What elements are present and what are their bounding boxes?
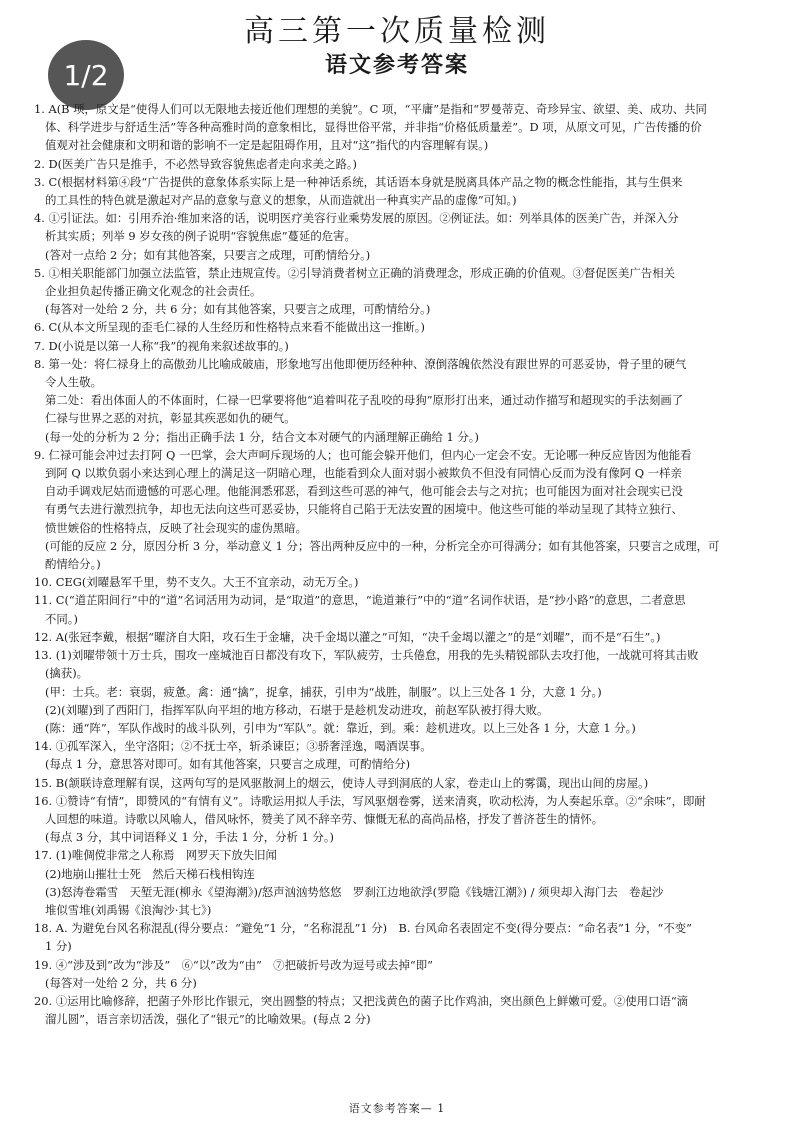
answer-line: 16. ①赞诗“有情”，即赞风的“有情有义”。诗歌运用拟人手法，写风驱烟卷雾，送来清爽，吹动松涛，为人奏起乐章。②“余味”，即耐 [34, 793, 706, 808]
answer-item [34, 337, 764, 355]
answer-line: 3. C(根据材料第④段“广告提供的意象体系实际上是一种神话系统，其话语本身就是脱离具体产品之物的概念性能指，其与生俱来 [34, 174, 683, 189]
answer-item [34, 846, 764, 919]
answer-line: 1. A(B 项，原文是“使得人们可以无限地去接近他们理想的美貌”。C 项，“平庸”是指和“罗曼蒂克、奇珍异宝、欲望、美、成功、共同 [34, 102, 707, 116]
answer-item [34, 774, 764, 792]
answer-item [34, 646, 764, 737]
answer-line: 9. 仁禄可能会冲过去打阿 Q 一巴掌，会大声呵斥现场的人；也可能会躲开他们，但内心一定会不安。无论哪一种反应皆因为他能看 [34, 447, 692, 462]
answer-line: 仁禄与世界之恶的对抗，彰显其疾恶如仇的硬气。 [45, 411, 296, 426]
answer-item [34, 992, 764, 1028]
answer-line: 14. ①孤军深入，坐守洛阳；②不抚士卒，斩杀谏臣；③骄奢淫逸，喝酒误事。 [34, 739, 432, 754]
answer-item [34, 919, 764, 955]
answer-line: 企业担负起传播正确文化观念的社会责任。 [45, 284, 262, 299]
answer-line: 11. C(“道芷阳间行”中的“道”名词活用为动词，是“取道”的意思，“诡道兼行”中的“道”名词作状语，是“抄小路”的意思，二者意思 [34, 593, 686, 608]
answer-line: 不同。) [45, 611, 78, 626]
answer-item [34, 264, 764, 319]
answer-line: 堆似雪堆(刘禹锡《浪淘沙·其七》) [45, 902, 212, 917]
answer-line: 18. A. 为避免台风名称混乱(得分要点：“避免”1 分，“名称混乱”1 分) B. 台风命名表固定不变(得分要点：“命名表”1 分，“不变” [34, 921, 692, 936]
answer-item [34, 209, 764, 264]
answer-item [34, 792, 764, 847]
answer-line: (2)地崩山摧壮士死 然后天梯石栈相钩连 [45, 866, 255, 881]
answer-line: (答对一点给 2 分；如有其他答案，只要言之成理，可酌情给分。) [45, 247, 371, 262]
answer-line: 1 分) [45, 939, 72, 954]
answer-line: 第二处：看出体面人的不体面时，仁禄一巴掌要将他“追着叫花子乱咬的母狗”原形打出来，通过动作描写和超现实的手法刻画了 [45, 393, 684, 408]
answer-line: 人回想的味道。诗歌以风喻人，借风咏怀，赞美了风不辞辛劳、慷慨无私的高尚品格，抒发了普济苍生的情怀。 [45, 811, 604, 826]
answer-line: (2)(刘曜)到了西阳门，指挥军队向平坦的地方移动，石堪于是趁机发动进攻，前赵军队被打得大败。 [45, 702, 549, 717]
answer-item [34, 956, 764, 992]
answer-line: (3)怒涛卷霜雪 天堑无涯(柳永《望海潮》)/怒声汹汹势悠悠 罗刹江边地欲浮(罗隐《钱塘江潮》) / 须臾却入海门去 卷起沙 [45, 884, 664, 899]
answer-line: 析其实质；列举 9 岁女孩的例子说明“容貌焦虑”蔓延的危害。 [45, 229, 356, 244]
answer-line: (陈：通“阵”，军队作战时的战斗队列，引申为“军队”。就：靠近，到。乘：趁机进攻。以上三处各 1 分，大意 1 分。) [45, 720, 636, 735]
answer-line: 到阿 Q 以欺负弱小来达到心理上的满足这一阴暗心理，也能看到众人面对弱小被欺负不但没有同情心反而为没有像阿 Q 一样亲 [45, 466, 682, 481]
answer-item [34, 100, 764, 155]
answer-line: 12. A(张冠李戴，根据“曜济自大阳，攻石生于金墉，决千金堨以灌之”可知，“决千金堨以灌之”的是“刘曜”，而不是“石生”。) [34, 629, 661, 644]
answer-line: 7. D(小说是以第一人称“我”的视角来叙述故事的。) [34, 338, 289, 353]
answer-line: 17. (1)唯倜傥非常之人称焉 网罗天下放失旧闻 [34, 848, 277, 863]
page-footer: 语文参考答案— 1 [348, 1102, 446, 1115]
answer-line: 值观对社会健康和文明和谐的影响不一定是起阻碍作用，且对“这”指代的内容理解有误。) [45, 138, 489, 153]
answer-line: 15. B(颔联诗意理解有误，这两句写的是风驱散洞上的烟云，使诗人寻到洞底的人家，卷走山上的雾霭，现出山间的房屋。) [34, 775, 649, 790]
answer-line: (擒获)。 [45, 666, 89, 681]
answer-line: 19. ④“涉及到”改为“涉及” ⑥“以”改为“由” ⑦把破折号改为逗号或去掉“即” [34, 957, 433, 972]
answer-line: (每答对一处给 2 分，共 6 分；如有其他答案，只要言之成理，可酌情给分。) [45, 302, 431, 317]
answer-line: 8. 第一处：将仁禄身上的高傲劲儿比喻成破庙，形象地写出他即便历经种种、潦倒落魄依然没有跟世界的可恶妥协，骨子里的硬气 [34, 356, 687, 371]
answer-item [34, 355, 764, 446]
answer-line: 溜儿圆”，语言亲切活泼，强化了“银元”的比喻效果。(每点 2 分) [45, 1012, 371, 1027]
page-subtitle: 语文参考答案 [324, 52, 469, 78]
answer-line: (每答对一处给 2 分，共 6 分) [45, 975, 197, 990]
answer-line: 有勇气去进行激烈抗争，却也无法向这些可恶妥协，只能将自己陷于无法安置的困境中。他这些可能的举动呈现了其特立独行、 [45, 502, 683, 517]
answer-item [34, 573, 764, 591]
answer-item [34, 155, 764, 173]
answer-line: (每点 3 分，其中词语释义 1 分，手法 1 分，分析 1 分。) [45, 830, 334, 845]
answer-line: (可能的反应 2 分，原因分析 3 分，举动意义 1 分；答出两种反应中的一种，分析完全亦可得满分；如有其他答案，只要言之成理，可 [45, 538, 720, 553]
answer-line: 愤世嫉俗的性格特点，反映了社会现实的虚伪黑暗。 [45, 520, 307, 535]
answer-line: 4. ①引证法。如：引用乔治·维加来洛的话，说明医疗美容行业乘势发展的原因。②例证法。如：列举具体的医美广告，并深入分 [34, 211, 679, 226]
answer-line: 5. ①相关职能部门加强立法监管，禁止违规宣传。②引导消费者树立正确的消费理念，形成正确的价值观。③督促医美广告相关 [34, 265, 675, 280]
page-title: 高三第一次质量检测 [244, 14, 550, 49]
answer-line: 6. C(从本文所呈现的歪毛仁禄的人生经历和性格特点来看不能做出这一推断。) [34, 320, 425, 335]
answer-line: 的工具性的特色就是激起对产品的意象与意义的想象，从而造就出一种真实产品的虚像”可知。) [45, 193, 517, 208]
answer-line: 10. CEG(刘曜悬军千里，势不支久。大王不宜亲动，动无万全。) [34, 575, 359, 590]
answer-line: 20. ①运用比喻修辞，把菌子外形比作银元，突出圆整的特点；又把浅黄色的菌子比作鸡油，突出颜色上鲜嫩可爱。②使用口语“滴 [34, 993, 689, 1008]
answer-list [34, 100, 764, 1028]
answer-item [34, 591, 764, 627]
answer-line: 自动手调戏尼姑而遗憾的可恶心理。他能洞悉邪恶，看到这些可恶的神气，他可能会去与之对抗；也可能因为面对社会现实已没 [45, 484, 683, 499]
answer-line: (甲：士兵。老：衰弱，疲惫。禽：通“擒”，捉拿，捕获，引申为“战胜，制服”。以上三处各 1 分，大意 1 分。) [45, 684, 602, 699]
answer-item [34, 318, 764, 336]
page-number-badge: 1/2 [48, 40, 124, 110]
answer-line: 酌情给分。) [45, 557, 101, 572]
answer-item [34, 173, 764, 209]
answer-line: (每一处的分析为 2 分；指出正确手法 1 分，结合文本对硬气的内涵理解正确给 1 分。) [45, 429, 479, 444]
answer-line: 体、科学进步与舒适生活”等各种高雅时尚的意象相比，显得世俗平常，并非指“价格低质量差”。D 项，从原文可见，广告传播的价 [45, 120, 702, 135]
answer-item [34, 446, 764, 573]
answer-line: (每点 1 分，意思答对即可。如有其他答案，只要言之成理，可酌情给分) [45, 757, 411, 772]
answer-line: 13. (1)刘曜带领十万士兵，围攻一座城池百日都没有攻下，军队疲劳，士兵倦怠，用我的先头精锐部队去攻打他，一战就可将其击败 [34, 648, 699, 663]
answer-line: 2. D(医美广告只是推手，不必然导致容貌焦虑者走向求美之路。) [34, 156, 357, 171]
answer-item [34, 737, 764, 773]
answer-item [34, 628, 764, 646]
answer-line: 令人生敬。 [45, 375, 102, 390]
